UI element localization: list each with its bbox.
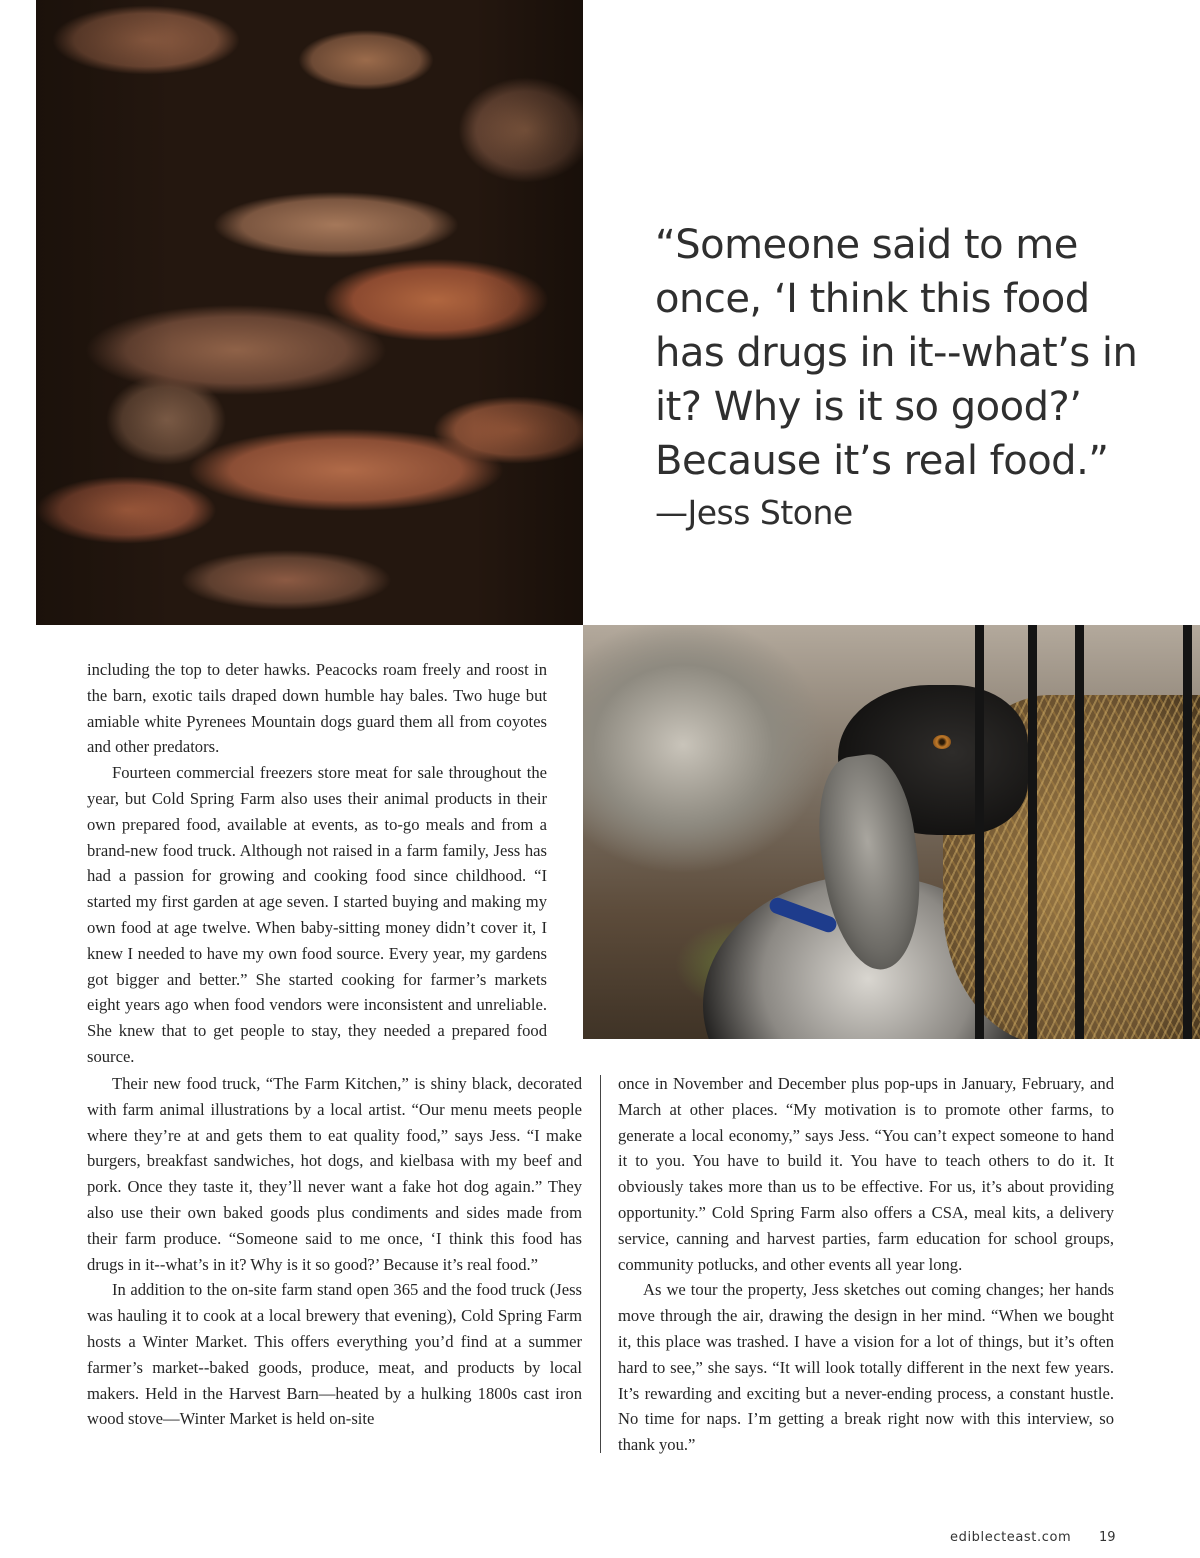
pull-quote-line: “Someone said to me [655, 222, 1078, 268]
article-paragraph: Fourteen commercial freezers store meat for sale throughout the year, but Cold Spring Farm also uses their animal products in their own prepared food, available at events, as to-go meals and from a brand-new food truck. Although not raised in a farm family, Jess has had a passion for growing and cooking food since childhood. “I started my first garden at age seven. I started buying and making my own food at age twelve. When baby-sitting money didn’t cover it, I knew I needed to have my own food source. Every year, my gardens got bigger and better.” She started cooking for farmer’s markets eight years ago when food vendors were inconsistent and unreliable. She knew that to get people to stay, they needed a prepared food source. [87, 763, 547, 1066]
goat-photo [583, 625, 1200, 1039]
article-paragraph: As we tour the property, Jess sketches out coming changes; her hands move through the air, drawing the design in her mind. “When we bought it, this place was trashed. I have a vision for a lot of things, but it’s often hard to see,” she says. “It will look totally different in the next few years. It’s rewarding and exciting but a never-ending process, a constant hustle. No time for naps. I’m getting a break right now with this interview, so thank you.” [618, 1280, 1114, 1455]
article-column-left-bottom [87, 1071, 582, 1432]
pull-quote-line: once, ‘I think this food [655, 276, 1090, 322]
page-number: 19 [1099, 1530, 1116, 1545]
pull-quote-line: has drugs in it--what’s in [655, 330, 1138, 376]
feeder-bar [1075, 625, 1084, 1039]
article-paragraph: In addition to the on-site farm stand open 365 and the food truck (Jess was hauling it to cook at a local brewery that evening), Cold Spring Farm hosts a Winter Market. This offers everything you’d find at a summer farmer’s market--baked goods, produce, meat, and products by local makers. Held in the Harvest Barn—heated by a hulking 1800s cast iron wood stove—Winter Market is held on-site [87, 1280, 582, 1429]
article-paragraph: once in November and December plus pop-ups in January, February, and March at other places. “My motivation is to promote other farms, to generate a local economy,” says Jess. “You can’t expect someone to hand it to you. You have to build it. You have to teach others to do it. It obviously takes more than us to be effective. For us, it’s about providing opportunity.” Cold Spring Farm also offers a CSA, meal kits, a delivery service, canning and harvest parties, farm education for school groups, community potlucks, and other events all year long. [618, 1074, 1114, 1274]
feeder-bar [1028, 625, 1037, 1039]
feeder-bar [975, 625, 984, 1039]
feeder-bar [1183, 625, 1192, 1039]
footer-website: ediblecteast.com [950, 1530, 1072, 1545]
pull-quote [655, 218, 1175, 535]
article-column-left-top [87, 657, 547, 1070]
goat-eye [933, 735, 951, 749]
pull-quote-line: Because it’s real food.” [655, 438, 1109, 484]
pull-quote-attribution: —Jess Stone [655, 493, 853, 532]
article-column-right [618, 1071, 1114, 1458]
column-divider [600, 1075, 601, 1453]
pull-quote-line: it? Why is it so good?’ [655, 384, 1082, 430]
article-paragraph: Their new food truck, “The Farm Kitchen,” is shiny black, decorated with farm animal illustrations by a local artist. “Our menu meets people where they’re at and gets them to eat quality food,” says Jess. “I make burgers, breakfast sandwiches, hot dogs, and kielbasa with my beef and pork. Once they taste it, they’ll never want a fake hot dog again.” They also use their own baked goods plus condiments and sides made from their farm produce. “Someone said to me once, ‘I think this food has drugs in it--what’s in it? Why is it so good?’ Because it’s real food.” [87, 1074, 582, 1274]
sweet-potatoes-photo [36, 0, 583, 625]
article-paragraph: including the top to deter hawks. Peacocks roam freely and roost in the barn, exotic tails draped down humble hay bales. Two huge but amiable white Pyrenees Mountain dogs guard them all from coyotes and other predators. [87, 660, 547, 757]
